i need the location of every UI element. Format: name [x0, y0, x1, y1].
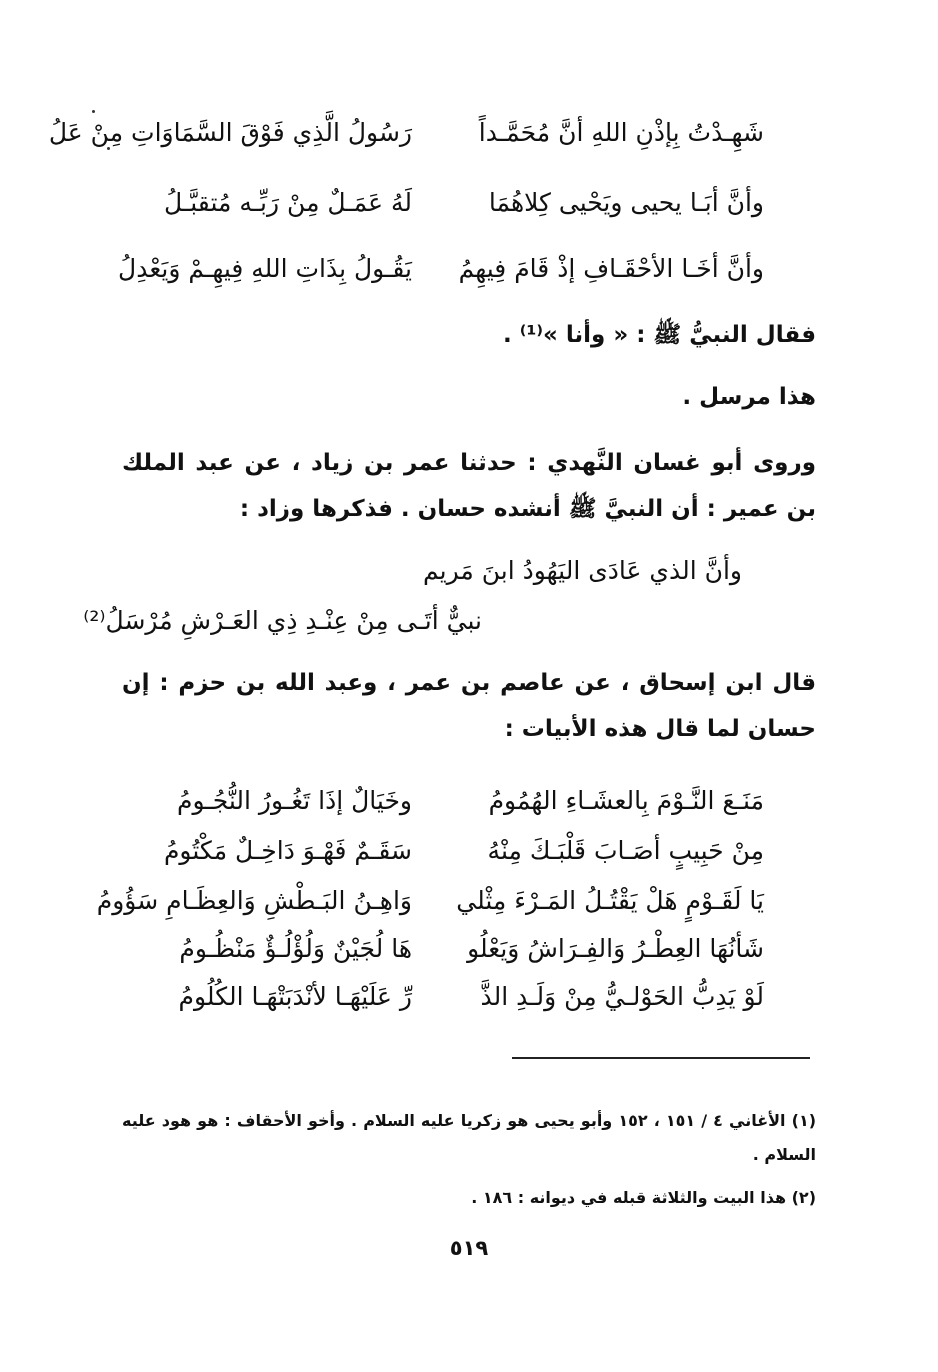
poem2-verse5-second-hemistich: رِّ عَلَيْهَـا لأنْدَبَتْهَـا الكُلُومُ	[178, 982, 412, 1011]
footnote-1: (١) الأغاني ٤ / ١٥١ ، ١٥٢ وأبو يحيى هو زكريا عليه السلام . وأخو الأحقاف : هو هود عليه السلام .	[122, 1111, 817, 1164]
poem2-verse2-second-hemistich: سَقَـمٌ فَهْـوَ دَاخِـلٌ مَكْتُومُ	[163, 836, 412, 865]
poem2-verse1-second-hemistich: وخَيَالٌ إذَا تَغُـورُ النُّجُـومُ	[176, 786, 412, 815]
poem2-verse4-second-hemistich: هَا لُجَيْنٌ وَلُؤْلُـؤٌ مَنْظُـومُ	[179, 934, 412, 963]
scan-speck	[92, 110, 95, 113]
prose-ibn-ishaq-paragraph: قال ابن إسحاق ، عن عاصم بن عمر ، وعبد الله بن حزم : إن حسان لما قال هذه الأبيات :	[122, 670, 816, 742]
page-number: ٥١٩	[449, 1236, 489, 1260]
poem2-verse2-first-hemistich: مِنْ حَبِيبٍ أصَـابَ قَلْبَـكَ مِنْهُ	[487, 836, 764, 865]
extra-verse-first: وأنَّ الذي عَادَى اليَهُودُ ابنَ مَريم	[423, 556, 742, 585]
extra-verse-second: نبيٌّ أتَـى مِنْ عِنْـدِ ذِي العَـرْشِ مُرْسَلُ⁽²⁾	[83, 606, 482, 635]
prose-narration-paragraph: وروى أبو غسان النَّهدي : حدثنا عمر بن زياد ، عن عبد الملك بن عمير : أن النبيَّ ﷺ أنشده حسان . فذكرها وزاد :	[122, 450, 816, 522]
poem1-verse3-second-hemistich: يَقُـولُ بِذَاتِ اللهِ فِيهِـمْ وَيَعْدِلُ	[118, 254, 412, 283]
poem2-verse3-first-hemistich: يَا لَقَـوْمٍ هَلْ يَقْتُـلُ المَـرْءَ مِثْلي	[456, 886, 764, 915]
footnote-2: (٢) هذا البيت والثلاثة قبله في ديوانه : ١٨٦ .	[471, 1188, 816, 1207]
poem1-verse2-first-hemistich: وأنَّ أبَـا يحيى ويَحْيى كِلاهُمَا	[488, 188, 764, 217]
footnote-divider	[512, 1057, 810, 1059]
poem1-verse1-second-hemistich: رَسُولُ الَّذِي فَوْقَ السَّمَاوَاتِ مِنْ عَلُ	[48, 118, 412, 147]
scan-speck	[107, 147, 110, 150]
prose-mursal-note: هذا مرسل .	[682, 384, 816, 410]
poem2-verse4-first-hemistich: شَأنُهَا العِطْـرُ وَالفِـرَاشُ وَيَعْلُو	[467, 934, 764, 963]
poem2-verse5-first-hemistich: لَوْ يَدِبُّ الحَوْلـيُّ مِنْ وَلَـدِ الذَّ	[480, 982, 764, 1011]
poem2-verse1-first-hemistich: مَنَـعَ النَّـوْمَ بِالعشَـاءِ الهُمُومُ	[488, 786, 764, 815]
poem1-verse3-first-hemistich: وأنَّ أخَـا الأحْقَـافِ إذْ قَامَ فِيهِمُ	[458, 254, 764, 283]
poem1-verse1-first-hemistich: شَهِـدْتُ بِإذْنِ اللهِ أنَّ مُحَمَّـداً	[478, 118, 764, 147]
poem2-verse3-second-hemistich: وَاهِـنُ البَـطْشِ وَالعِظَـامِ سَؤُومُ	[96, 886, 412, 915]
prose-prophet-reply: فقال النبيُّ ﷺ : « وأنا »⁽¹⁾ .	[502, 322, 816, 348]
poem1-verse2-second-hemistich: لَهُ عَمَـلٌ مِنْ رَبِّـه مُتقبَّـلُ	[164, 188, 412, 217]
